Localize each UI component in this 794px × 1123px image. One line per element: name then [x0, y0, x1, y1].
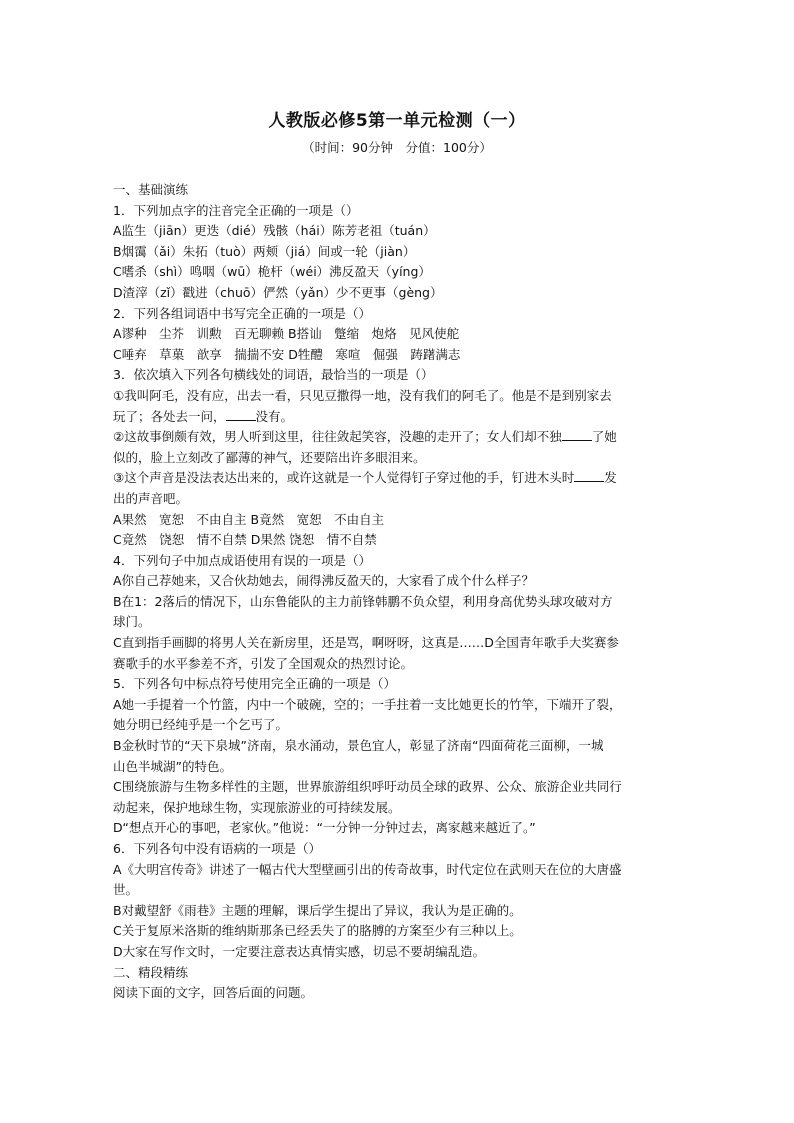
question-3-sentence-2-cont: 似的，脸上立刻改了鄙薄的神气，还要陪出许多眼泪来。 — [113, 449, 426, 465]
question-5-option-a-cont: 她分明已经纯乎是一个乞丐了。 — [113, 717, 289, 733]
question-1-option-a: A监生（jiān）更迭（dié）残骸（hái）陈芳老祖（tuán） — [113, 223, 436, 239]
fill-blank-3 — [574, 469, 604, 482]
fill-blank-1 — [226, 408, 256, 421]
question-1-option-b: B烟霭（ǎi）朱拓（tuò）两颊（jiá）间或一轮（jiàn） — [113, 243, 416, 259]
text-segment: 发 — [604, 470, 617, 486]
question-4-option-b-cont: 球门。 — [113, 614, 151, 630]
question-5-stem: 5．下列各句中标点符号使用完全正确的一项是（） — [113, 676, 396, 692]
question-5-option-c: C围绕旅游与生物多样性的主题，世界旅游组织呼吁动员全球的政界、公众、旅游企业共同行 — [113, 779, 622, 795]
question-5-option-d: D“想点开心的事吧，老家伙。”他说：“一分钟一分钟过去，离家越来越近了。” — [113, 820, 536, 836]
question-3-options-ab: A果然 宽恕 不由自主 B竟然 宽恕 不由自主 — [113, 511, 385, 527]
question-6-option-d: D大家在写作文时，一定要注意表达真情实感，切忌不要胡编乱造。 — [113, 943, 486, 959]
question-4-option-a: A你自己荐她来，又合伙劫她去，闹得沸反盈天的，大家看了成个什么样子？ — [113, 573, 535, 589]
page-title: 人教版必修5第一单元检测（一） — [268, 111, 526, 131]
question-3-sentence-1-cont — [113, 407, 685, 428]
reading-instruction: 阅读下面的文字，回答后面的问题。 — [113, 985, 314, 1001]
question-4-option-c: C直到指手画脚的将男人关在新房里，还是骂，啊呀呀，这真是……D全国青年歌手大奖赛参 — [113, 635, 619, 651]
text-segment: 没有。 — [255, 408, 294, 424]
question-2-options-cd: C唾弃 草菓 歆享 揣揣不安 D牲醴 寒喧 倔强 踌躇满志 — [113, 346, 461, 362]
question-1-option-d: D渣滓（zǐ）戳进（chuō）俨然（yǎn）少不更事（gèng） — [113, 284, 443, 300]
page-subtitle: （时间：90分钟 分值：100分） — [302, 140, 492, 155]
question-6-option-b: B对戴望舒《雨巷》主题的理解，课后学生提出了异议，我认为是正确的。 — [113, 902, 522, 918]
question-6-option-a-cont: 世。 — [113, 882, 139, 898]
section-heading-basic: 一、基础演练 — [113, 182, 189, 197]
question-6-option-c: C关于复原米洛斯的维纳斯那条已经丢失了的胳膊的方案至少有三种以上。 — [113, 923, 522, 939]
question-2-stem: 2．下列各组词语中书写完全正确的一项是（） — [113, 305, 371, 321]
question-5-option-b-cont: 山色半城湖”的特色。 — [113, 758, 232, 774]
question-3-options-cd: C竟然 饶恕 情不自禁 D果然 饶恕 情不自禁 — [113, 532, 377, 548]
question-3-sentence-3 — [113, 468, 685, 489]
question-1-option-c: C嗜杀（shì）鸣咽（wū）桅杆（wéi）沸反盈天（yíng） — [113, 264, 431, 280]
question-6-option-a: A《大明宫传奇》讲述了一幅古代大型壁画引出的传奇故事，时代定位在武则天在位的大唐盛 — [113, 861, 622, 877]
text-segment: 玩了；各处去一问， — [113, 408, 226, 424]
text-segment: ③这个声音是没法表达出来的，或许这就是一个人觉得钉子穿过他的手，钉进木头时 — [113, 470, 575, 486]
fill-blank-2 — [562, 428, 592, 441]
text-segment: ②这故事倒颇有效，男人听到这里，往往敛起笑容，没趣的走开了；女人们却不独 — [113, 429, 562, 445]
question-5-option-a: A她一手提着一个竹篮，内中一个破碗，空的；一手拄着一支比她更长的竹竿，下端开了裂， — [113, 696, 622, 712]
question-2-options-ab: A谬种 尘芥 训勲 百无聊赖 B搭讪 蹩缩 炮烙 见风使舵 — [113, 326, 460, 342]
question-5-option-c-cont: 动起来，保护地球生物，实现旅游业的可持续发展。 — [113, 799, 401, 815]
question-4-option-c-cont: 赛歌手的水平参差不齐，引发了全国观众的热烈讨论。 — [113, 655, 414, 671]
question-3-sentence-1: ①我叫阿毛，没有应，出去一看，只见豆撒得一地，没有我们的阿毛了。他是不是到别家去 — [113, 387, 612, 403]
text-segment: 了她 — [591, 429, 617, 445]
question-3-sentence-2 — [113, 427, 685, 448]
exam-content — [113, 180, 685, 1004]
section-heading-reading: 二、精段精练 — [113, 964, 189, 980]
question-5-option-b: B金秋时节的“天下泉城”济南，泉水涌动，景色宜人，彰显了济南“四面荷花三面柳，一城 — [113, 738, 604, 754]
question-3-stem: 3．依次填入下列各句横线处的词语，最恰当的一项是（） — [113, 367, 434, 383]
question-4-stem: 4．下列句子中加点成语使用有误的一项是（） — [113, 552, 371, 568]
question-4-option-b: B在1：2落后的情况下，山东鲁能队的主力前锋韩鹏不负众望，利用身高优势头球攻破对方 — [113, 593, 613, 609]
question-6-stem: 6．下列各句中没有语病的一项是（） — [113, 841, 321, 856]
question-1-stem: 1．下列加点字的注音完全正确的一项是（） — [113, 202, 359, 218]
question-3-sentence-3-cont: 出的声音吧。 — [113, 490, 189, 506]
